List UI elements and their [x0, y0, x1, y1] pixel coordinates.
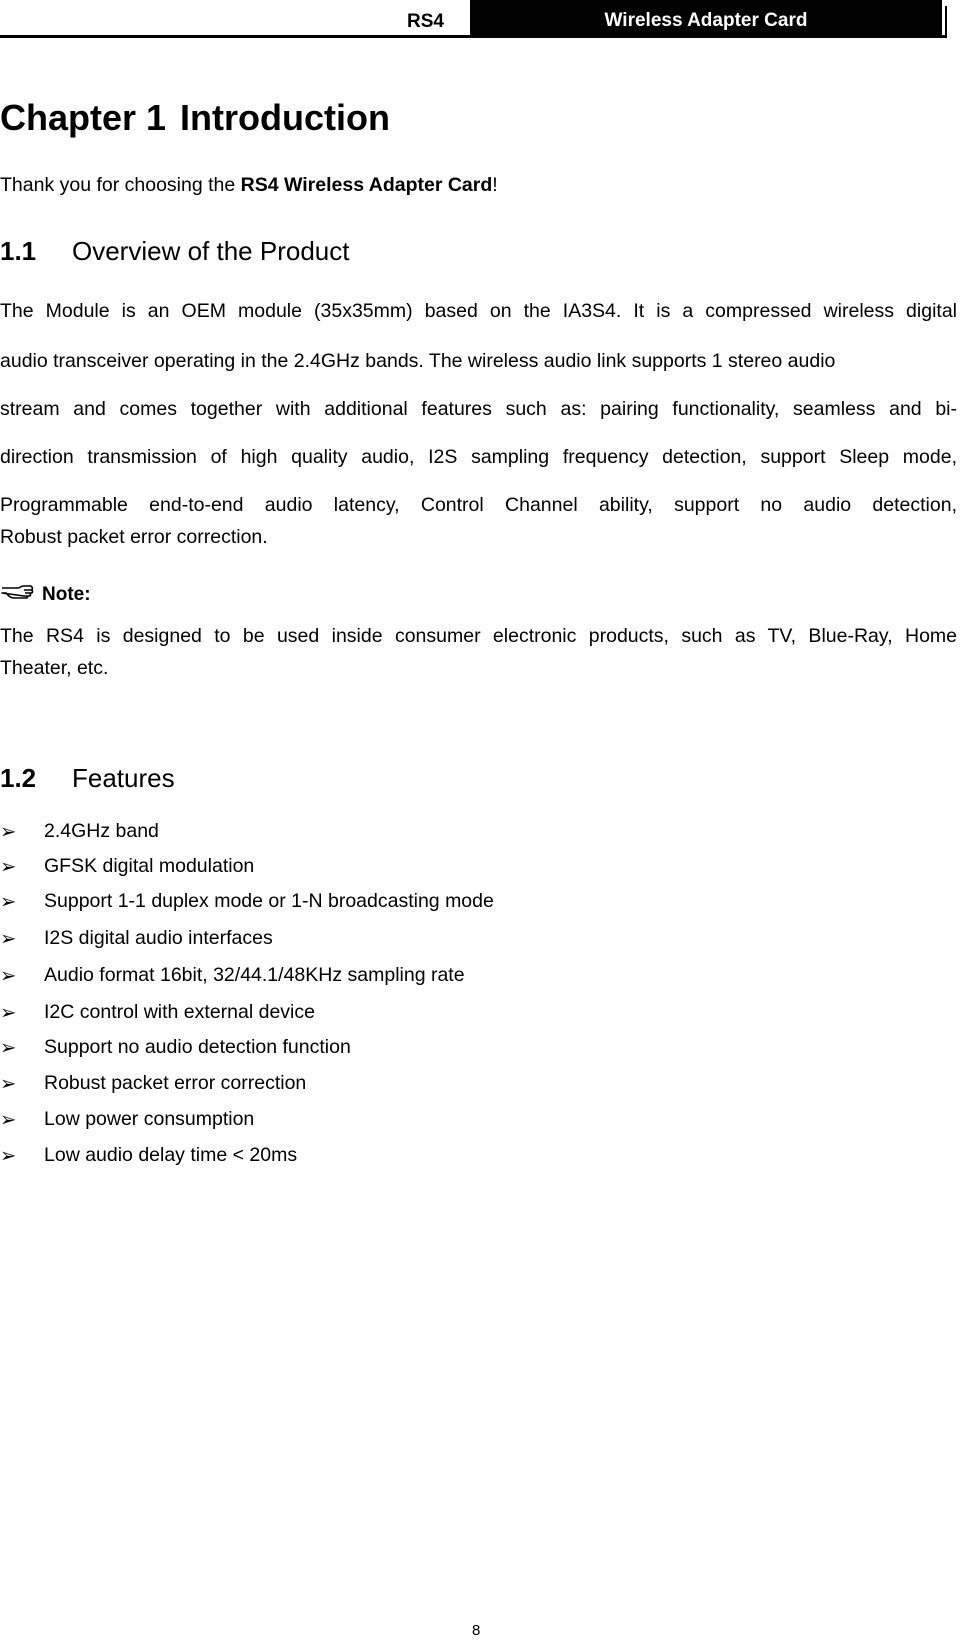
arrowhead-bullet-icon: ➢ — [0, 1002, 17, 1024]
header-bar-end — [945, 6, 947, 38]
header-rule — [0, 35, 945, 38]
overview-line-6: Robust packet error correction. — [0, 526, 268, 548]
overview-line-4: direction transmission of high quality audio, I2S sampling frequency detection, support Sleep mode, — [0, 446, 957, 468]
list-item-text: Support 1-1 duplex mode or 1-N broadcasting mode — [44, 890, 494, 912]
section-number: 1.2 — [0, 763, 37, 793]
arrowhead-bullet-icon: ➢ — [0, 1037, 17, 1059]
chapter-name: Introduction — [180, 97, 390, 138]
note-line-1: The RS4 is designed to be used inside consumer electronic products, such as TV, Blue-Ray, Home — [0, 625, 957, 647]
overview-line-5: Programmable end-to-end audio latency, Control Channel ability, support no audio detection, — [0, 494, 957, 516]
arrowhead-bullet-icon: ➢ — [0, 1145, 17, 1167]
list-item-text: 2.4GHz band — [44, 820, 159, 842]
section-heading-features — [0, 763, 175, 794]
list-item-text: I2C control with external device — [44, 1001, 315, 1023]
arrowhead-bullet-icon: ➢ — [0, 1109, 17, 1131]
list-item-text: I2S digital audio interfaces — [44, 927, 273, 949]
page-header — [0, 0, 961, 40]
overview-line-3: stream and comes together with additional features such as: pairing functionality, seamless and bi- — [0, 398, 957, 420]
intro-suffix: ! — [492, 174, 498, 196]
section-heading-overview — [0, 236, 349, 267]
note-line-2: Theater, etc. — [0, 657, 109, 679]
header-product-title: Wireless Adapter Card — [470, 0, 942, 38]
page-number: 8 — [472, 1622, 481, 1639]
pointing-hand-icon — [0, 582, 42, 606]
arrowhead-bullet-icon: ➢ — [0, 821, 17, 843]
intro-paragraph — [0, 174, 498, 197]
list-item-text: GFSK digital modulation — [44, 855, 255, 877]
arrowhead-bullet-icon: ➢ — [0, 891, 17, 913]
intro-prefix: Thank you for choosing the — [0, 174, 241, 196]
section-title: Features — [72, 763, 175, 793]
intro-product-name: RS4 Wireless Adapter Card — [240, 174, 493, 196]
overview-line-1: The Module is an OEM module (35x35mm) based on the IA3S4. It is a compressed wireless digital — [0, 300, 957, 322]
list-item-text: Robust packet error correction — [44, 1072, 307, 1094]
arrowhead-bullet-icon: ➢ — [0, 1073, 17, 1095]
note-label: Note: — [42, 584, 91, 605]
overview-line-2: audio transceiver operating in the 2.4GHz bands. The wireless audio link supports 1 stereo audio — [0, 350, 836, 372]
section-title: Overview of the Product — [72, 236, 350, 266]
note-heading — [0, 582, 91, 606]
list-item-text: Low audio delay time < 20ms — [44, 1144, 298, 1166]
arrowhead-bullet-icon: ➢ — [0, 856, 17, 878]
chapter-title — [0, 97, 390, 139]
section-number: 1.1 — [0, 236, 37, 266]
arrowhead-bullet-icon: ➢ — [0, 928, 17, 950]
list-item-text: Support no audio detection function — [44, 1036, 351, 1058]
list-item-text: Audio format 16bit, 32/44.1/48KHz sampling rate — [44, 964, 465, 986]
arrowhead-bullet-icon: ➢ — [0, 965, 17, 987]
header-model: RS4 — [407, 11, 444, 32]
list-item-text: Low power consumption — [44, 1108, 255, 1130]
chapter-label: Chapter 1 — [0, 97, 167, 138]
